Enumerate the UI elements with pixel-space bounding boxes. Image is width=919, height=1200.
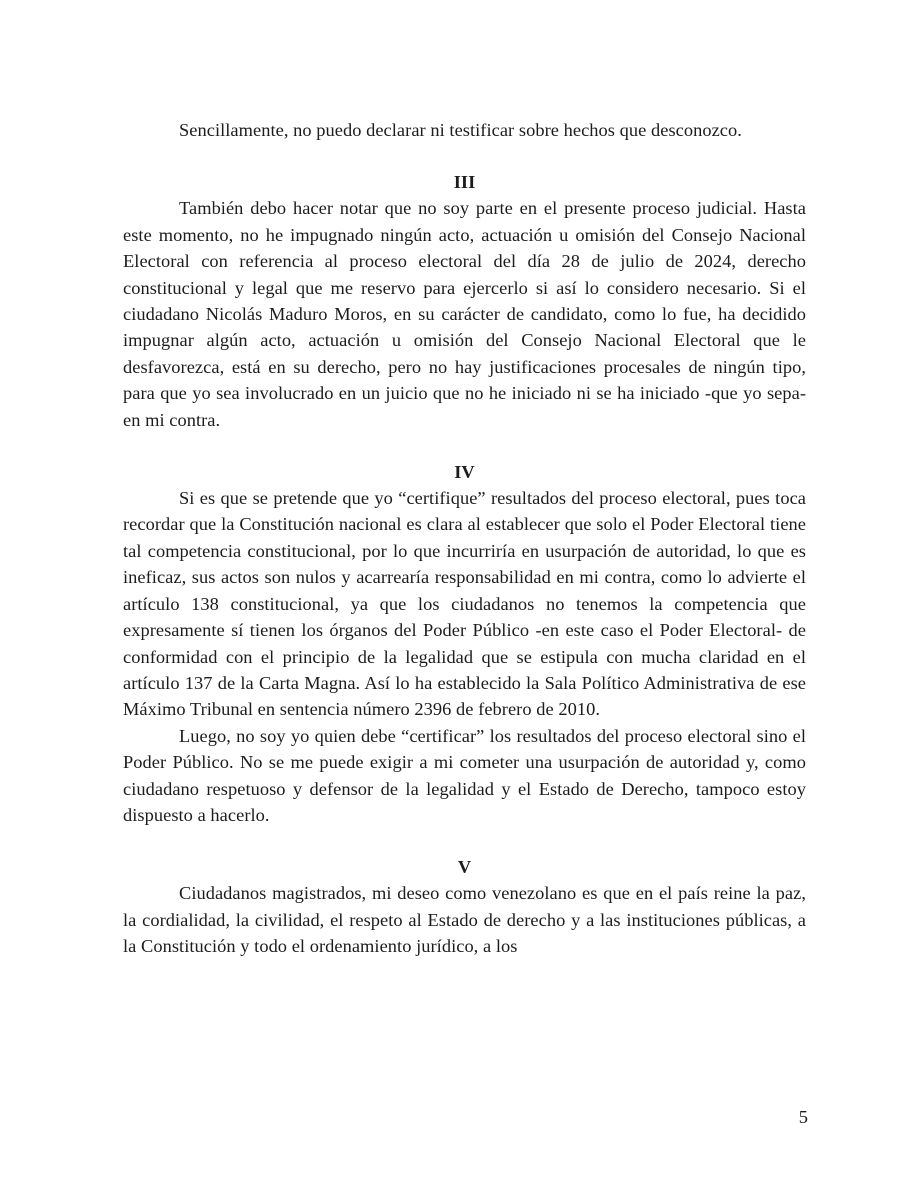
intro-paragraph: Sencillamente, no puedo declarar ni testificar sobre hechos que desconozco. xyxy=(179,120,742,140)
page-number: 5 xyxy=(798,1107,808,1127)
section-iii-paragraph-1: También debo hacer notar que no soy parte en el presente proceso judicial. Hasta este momento, no he impugnado ningún acto, actuación u omisión del Consejo Nacional Electoral con referencia al proceso electoral del día 28 de julio de 2024, derecho constitucional y legal que me reservo para ejercerlo si así lo considero necesario. Si el ciudadano Nicolás Maduro Moros, en su carácter de candidato, como lo fue, ha decidido impugnar algún acto, actuación u omisión del Consejo Nacional Electoral que le desfavorezca, está en su derecho, pero no hay justificaciones procesales de ningún tipo, para que yo sea involucrado en un juicio que no he iniciado ni se ha iniciado -que yo sepa- en mi contra. xyxy=(123,198,806,430)
section-iv-paragraph-1: Si es que se pretende que yo “certifique” resultados del proceso electoral, pues toca recordar que la Constitución nacional es clara al establecer que solo el Poder Electoral tiene tal competencia constitucional, por lo que incurriría en usurpación de autoridad, lo que es ineficaz, sus actos son nulos y acarrearía responsabilidad en mi contra, como lo advierte el artículo 138 constitucional, ya que los ciudadanos no tenemos la competencia que expresamente sí tienen los órganos del Poder Público -en este caso el Poder Electoral- de conformidad con el principio de la legalidad que se estipula con mucha claridad en el artículo 137 de la Carta Magna. Así lo ha establecido la Sala Político Administrativa de ese Máximo Tribunal en sentencia número 2396 de febrero de 2010. xyxy=(123,488,806,720)
section-heading-iii: III xyxy=(453,172,476,193)
document-body xyxy=(123,117,806,960)
section-v-paragraph-1: Ciudadanos magistrados, mi deseo como venezolano es que en el país reine la paz, la cordialidad, la civilidad, el respeto al Estado de derecho y a las instituciones públicas, a la Constitución y todo el ordenamiento jurídico, a los xyxy=(123,883,806,957)
section-heading-iv: IV xyxy=(454,462,475,483)
section-iv-paragraph-2: Luego, no soy yo quien debe “certificar” los resultados del proceso electoral sino el Poder Público. No se me puede exigir a mi cometer una usurpación de autoridad y, como ciudadano respetuoso y defensor de la legalidad y el Estado de Derecho, tampoco estoy dispuesto a hacerlo. xyxy=(123,725,806,825)
section-heading-v: V xyxy=(457,857,472,878)
